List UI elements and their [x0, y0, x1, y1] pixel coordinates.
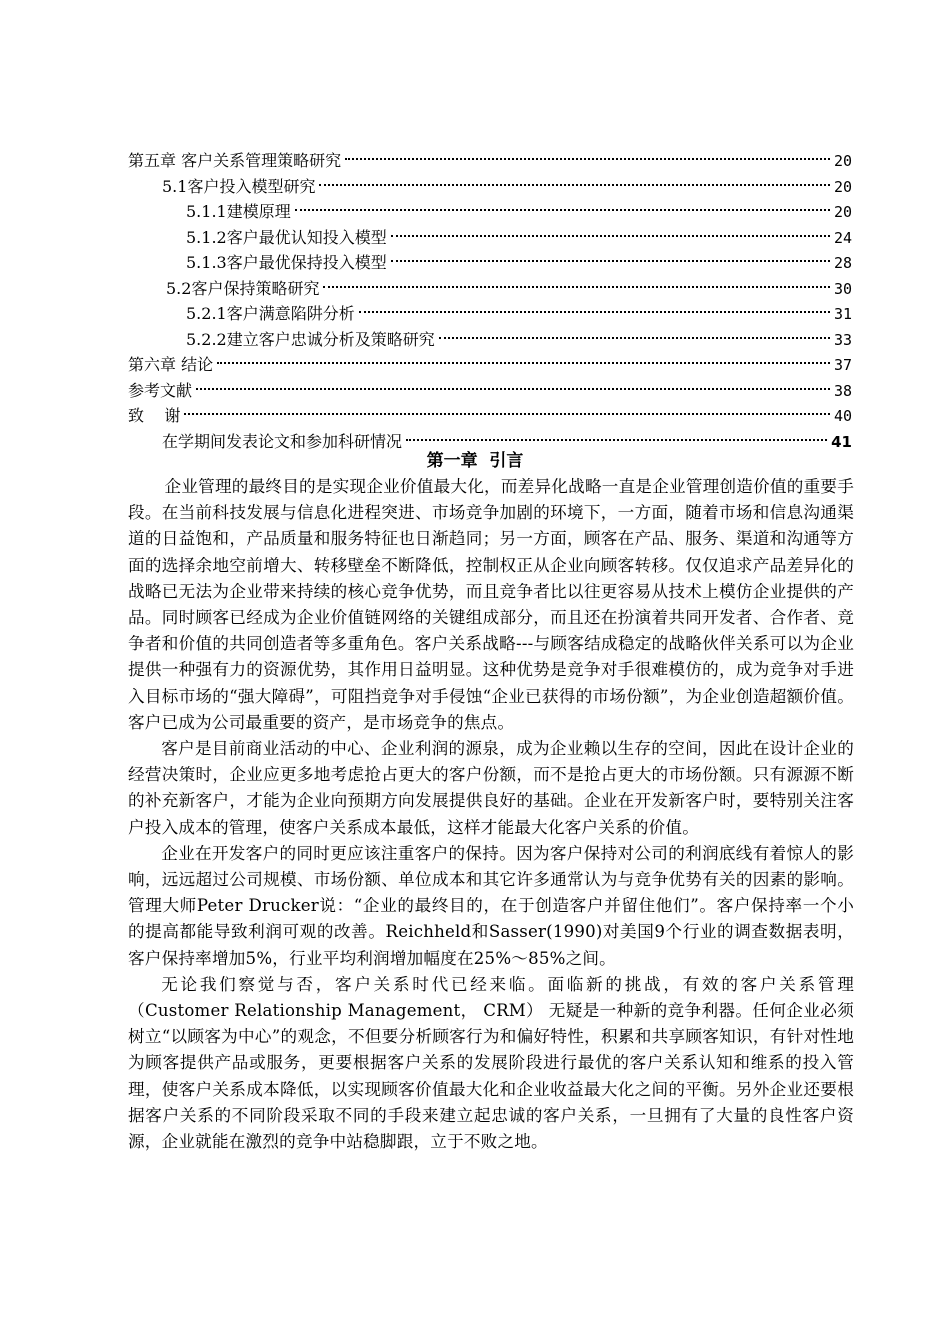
paragraph: 企业管理的最终目的是实现企业价值最大化，而差异化战略一直是企业管理创造价值的重要手段。在当前科技发展与信息化进程突进、市场竞争加剧的环境下，一方面，随着市场和信息沟通渠道的日益饱和，产品质量和服务特征也日渐趋同；另一方面，顾客在产品、服务、渠道和沟通等方面的选择余地空前增大、转移壁垒不断降低，控制权正从企业向顾客转移。仅仅追求产品差异化的战略已无法为企业带来持续的核心竞争优势，而且竞争者比以往更容易从技术上模仿企业提供的产品。同时顾客已经成为企业价值链网络的关键组成部分，而且还在扮演着共同开发者、合作者、竞争者和价值的共同创造者等多重角色。客户关系战略---与顾客结成稳定的战略伙伴关系可以为企业提供一种强有力的资源优势，其作用日益明显。这种优势是竞争对手很难模仿的，成为竞争对手进入目标市场的“强大障碍”，可阻挡竞争对手侵蚀“企业已获得的市场份额”，为企业创造超额价值。客户已成为公司最重要的资产，是市场竞争的焦点。 [128, 477, 854, 732]
toc-leader [319, 184, 829, 186]
toc-entry-title: 致 谢 [128, 406, 181, 425]
toc-entry[interactable] [128, 378, 852, 404]
toc-leader [359, 311, 830, 313]
chapter-body [128, 474, 854, 1155]
toc-entry-page: 28 [833, 254, 852, 272]
toc-leader [323, 286, 829, 288]
toc-entry-title: 5.1.3客户最优保持投入模型 [186, 253, 387, 272]
toc-leader [345, 158, 830, 160]
toc-entry-title: 参考文献 [128, 380, 193, 400]
toc-entry[interactable] [128, 250, 852, 276]
toc-entry-page: 37 [833, 356, 852, 374]
toc-entry-page: 20 [833, 203, 852, 221]
toc-leader [406, 439, 827, 441]
toc-entry-page: 31 [833, 305, 852, 323]
toc-entry-title: 在学期间发表论文和参加科研情况 [162, 431, 403, 451]
toc-entry-title: 5.2.2建立客户忠诚分析及策略研究 [186, 329, 435, 349]
toc-leader [184, 413, 830, 415]
paragraph: 客户是目前商业活动的中心、企业利润的源泉，成为企业赖以生存的空间，因此在设计企业的经营决策时，企业应更多地考虑抢占更大的客户份额，而不是抢占更大的市场份额。只有源源不断的补充新客户，才能为企业向预期方向发展提供良好的基础。企业在开发新客户时，要特别关注客户投入成本的管理，使客户关系成本最低，这样才能最大化客户关系的价值。 [128, 739, 854, 837]
toc-entry-title: 5.1客户投入模型研究 [162, 176, 316, 196]
toc-entry-page: 41 [831, 432, 852, 451]
toc-leader [439, 337, 830, 339]
toc-entry-page: 20 [833, 152, 852, 170]
paragraph: 企业在开发客户的同时更应该注重客户的保持。因为客户保持对公司的利润底线有着惊人的影响，远远超过公司规模、市场份额、单位成本和其它许多通常认为与竞争优势有关的因素的影响。管理大师Peter Drucker说：“企业的最终目的，在于创造客户并留住他们”。客户保持率一个小的提高都能导致利润可观的改善。Reichheld和Sasser(1990)对美国9个行业的调查数据表明，客户保持率增加5%，行业平均利润增加幅度在25%～85%之间。 [128, 843, 854, 968]
chapter-title: 第一章 引言 [426, 451, 524, 471]
toc-leader [217, 362, 830, 364]
toc-entry[interactable] [128, 174, 852, 200]
toc-leader [196, 388, 830, 390]
toc-entry[interactable] [128, 199, 852, 225]
toc-entry-title: 5.2.1客户满意陷阱分析 [186, 304, 355, 323]
toc-entry[interactable] [128, 301, 852, 327]
toc-entry-page: 33 [833, 330, 852, 349]
toc-leader [295, 209, 830, 211]
paragraph: 无论我们察觉与否，客户关系时代已经来临。面临新的挑战，有效的客户关系管理（Customer Relationship Management， CRM） 无疑是一种新的竞争利器。任何企业必须树立“以顾客为中心”的观念，不但要分析顾客行为和偏好特性，积累和共享顾客知识，有针对性地为顾客提供产品或服务，更要根据客户关系的发展阶段进行最优的客户关系认知和维系的投入管理，使客户关系成本降低，以实现顾客价值最大化和企业收益最大化之间的平衡。另外企业还要根据客户关系的不同阶段采取不同的手段来建立起忠诚的客户关系，一旦拥有了大量的良性客户资源，企业就能在激烈的竞争中站稳脚跟，立于不败之地。 [128, 974, 854, 1152]
toc-entry-page: 40 [833, 407, 852, 425]
toc-leader [391, 235, 830, 237]
toc-entry-title: 5.1.2客户最优认知投入模型 [186, 227, 387, 247]
toc-entry[interactable] [128, 352, 852, 378]
toc-entry-page: 38 [833, 381, 852, 400]
toc-entry[interactable] [128, 276, 852, 302]
toc-entry-title: 5.2客户保持策略研究 [166, 278, 320, 298]
toc-entry[interactable] [128, 148, 852, 174]
toc-entry-page: 20 [833, 177, 852, 196]
toc-entry-title: 第五章 客户关系管理策略研究 [128, 151, 342, 170]
toc-entry[interactable] [128, 403, 852, 429]
toc-entry-page: 24 [833, 228, 852, 247]
toc-entry[interactable] [128, 327, 852, 353]
toc-entry[interactable] [128, 225, 852, 251]
toc-entry-title: 5.1.1建模原理 [186, 202, 291, 221]
toc-entry-page: 30 [833, 279, 852, 298]
table-of-contents [128, 148, 852, 454]
toc-entry-title: 第六章 结论 [128, 355, 214, 374]
toc-leader [391, 260, 830, 262]
